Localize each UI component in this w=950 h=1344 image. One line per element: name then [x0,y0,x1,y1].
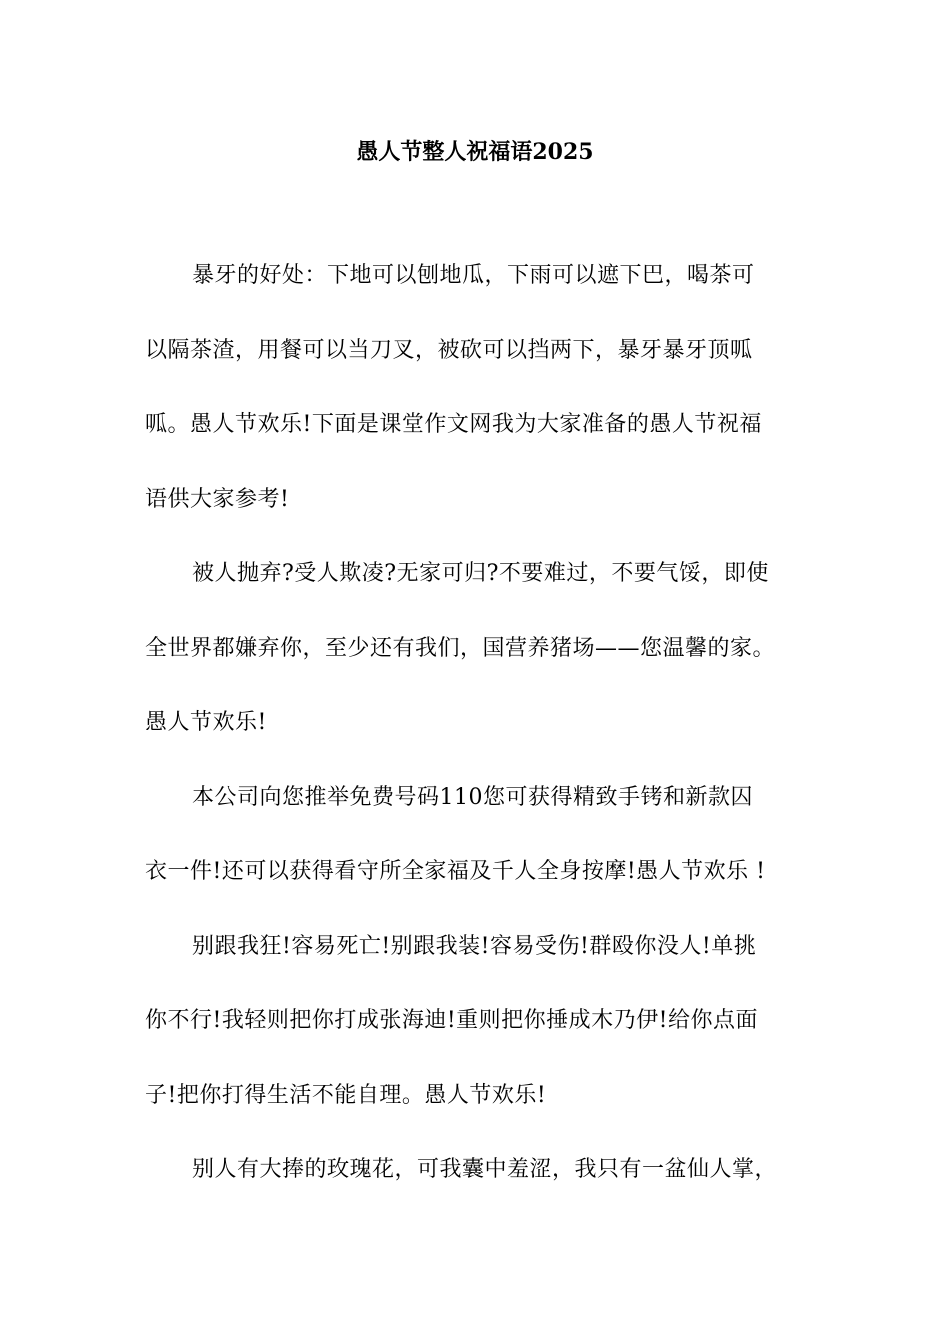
paragraph-line: 呱。愚人节欢乐!下面是课堂作文网我为大家准备的愚人节祝福 [145,412,762,437]
paragraph-line: 衣一件!还可以获得看守所全家福及千人全身按摩!愚人节欢乐 ! [145,859,766,884]
paragraph-line: 别跟我狂!容易死亡!别跟我装!容易受伤!群殴你没人!单挑 [192,934,757,959]
paragraph-line: 暴牙的好处：下地可以刨地瓜，下雨可以遮下巴，喝茶可 [192,263,755,288]
paragraph-line: 以隔茶渣，用餐可以当刀叉，被砍可以挡两下，暴牙暴牙顶呱 [145,338,753,363]
paragraph-line: 愚人节欢乐! [145,710,267,735]
paragraph-line: 本公司向您推举免费号码110您可获得精致手铐和新款囚 [192,785,753,810]
paragraph-line: 全世界都嫌弃你，至少还有我们，国营养猪场——您温馨的家。 [145,636,776,661]
paragraph-line: 被人抛弃?受人欺凌?无家可归?不要难过，不要气馁，即使 [192,561,769,586]
paragraph-line: 别人有大捧的玫瑰花，可我囊中羞涩，我只有一盆仙人掌， [192,1157,778,1182]
document-title: 愚人节整人祝福语2025 [356,139,594,165]
paragraph-line: 语供大家参考! [145,487,290,512]
paragraph-line: 你不行!我轻则把你打成张海迪!重则把你捶成木乃伊!给你点面 [145,1008,759,1033]
paragraph-line: 子!把你打得生活不能自理。愚人节欢乐! [145,1083,547,1108]
